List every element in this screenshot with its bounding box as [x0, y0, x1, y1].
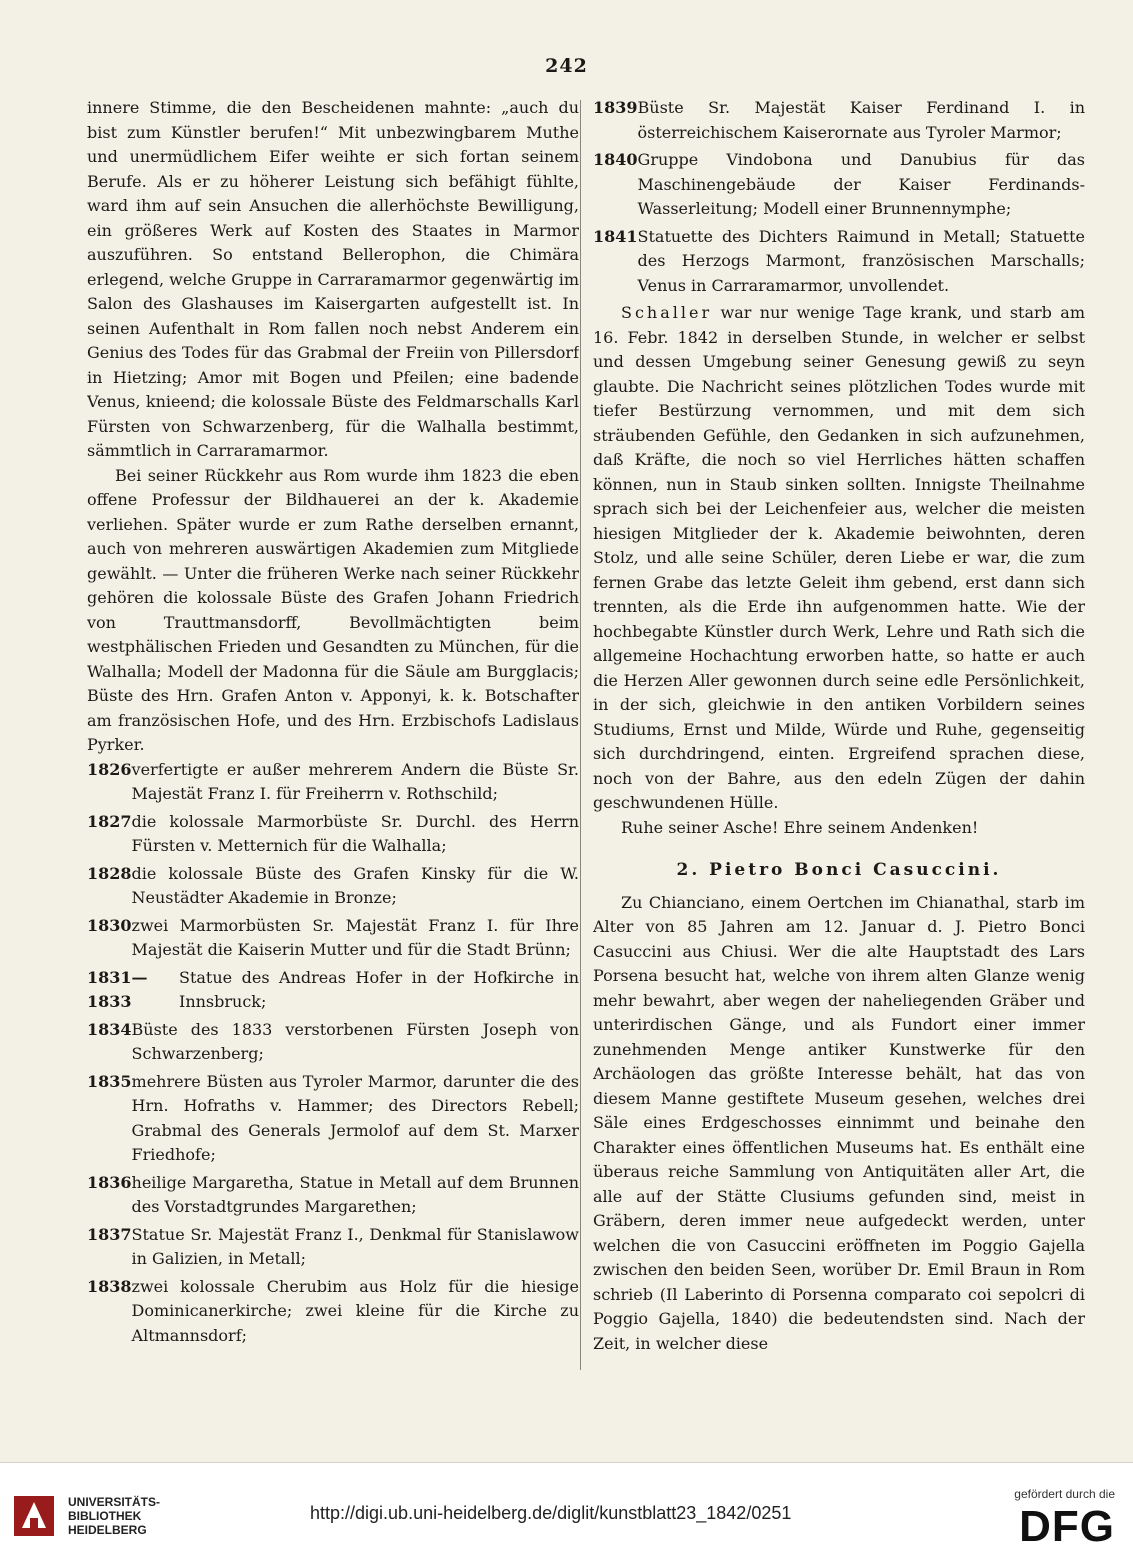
entry-text: die kolossale Büste des Grafen Kinsky für die W. Neustädter Akademie in Bronze; — [131, 863, 579, 907]
works-entry — [87, 862, 579, 911]
paragraph — [593, 301, 1085, 816]
paragraph: Zu Chianciano, einem Oertchen im Chianathal, starb im Alter von 85 Jahren am 12. Januar d. J. Pietro Bonci Casuccini aus Chiusi. Wer die alte Hauptstadt des Lars Porsena besucht hat, welche von ihrem alten Glanze wenig mehr bewahrt, aber wegen der naheliegenden Gräber und unterirdischen Gänge, und als Fundort einer immer zunehmenden Menge antiker Kunstwerke für den Archäologen das größte Interesse behält, hat das von diesem Manne gestiftete Museum gesehen, welches drei Säle eines Erdgeschosses einnimmt und beinahe den Charakter eines öffentlichen Museums hat. Es enthält eine überaus reiche Sammlung von Antiquitäten aller Art, die alle auf der Stätte Clusiums gefunden sind, meist in Gräbern, deren immer neue aufgedeckt werden, unter welchen die von Casuccini eröffneten im Poggio Gajella zwischen den beiden Seen, worüber Dr. Emil Braun in Rom schrieb (Il Laberinto di Porsenna comparato coi sepolcri di Poggio Gajella, 1840) die bedeutendsten sind. Nach der Zeit, in welcher diese — [593, 892, 1085, 1353]
permalink[interactable]: http://digi.ub.uni-heidelberg.de/diglit/kunstblatt23_1842/0251 — [310, 1503, 792, 1523]
works-entry — [593, 96, 1085, 145]
entry-year: 1840 — [593, 150, 638, 169]
entry-text: heilige Margaretha, Statue in Metall auf dem Brunnen des Vorstadtgrundes Margarethen; — [131, 1172, 579, 1216]
paragraph-text: war nur wenige Tage krank, und starb am 16. Febr. 1842 in derselben Stunde, in welcher er selbst und dessen Umgebung seiner Genesung gewiß zu seyn glaubte. Die Nachricht seines plötzlichen Todes wurde mit tiefer Bestürzung vernommen, und mit dem sich sträubenden Gefühle, den Gedanken in sich aufzunehmen, daß Kräfte, die noch so viel Herrliches hätten schaffen können, nun in Staub sinken sollten. Innigste Theilnahme sprach sich bei der Leichenfeier aus, welcher die meisten hiesigen Mitglieder der k. Akademie beiwohnten, deren Stolz, und alle seine Schüler, deren Liebe er war, die zum fernen Grabe das letzte Geleit ihm gebend, erst dann sich trennten, als die Erde ihn aufgenommen hatte. Wie der hochbegabte Künstler durch Werk, Lehre und Rath sich die allgemeine Hochachtung erworben hatte, so hatte er auch die Herzen Aller gewonnen durch seine edle Persönlichkeit, in der sich, gleichwie in den antiken Vorbildern seines Studiums, Ernst und Milde, Würde und Ruhe, gegenseitig sich durchdringend, einten. Ergreifend sprachen diese, noch von der Bahre, aus den edeln Zügen der dahin geschwundenen Hülle. — [593, 303, 1085, 812]
viewer-footer — [0, 1462, 1133, 1565]
person-name: Schaller — [621, 303, 713, 322]
entry-year: 1826 — [87, 759, 132, 779]
entry-text: Statue Sr. Majestät Franz I., Denkmal für Stanislawow in Galizien, in Metall; — [131, 1224, 579, 1268]
entry-text: Statue des Andreas Hofer in der Hofkirche in Innsbruck; — [179, 967, 579, 1011]
works-entry — [593, 225, 1085, 299]
works-entry — [87, 1275, 579, 1349]
entry-year: 1827 — [87, 811, 132, 831]
entry-year: 1841 — [593, 226, 638, 246]
works-entry — [87, 1070, 579, 1168]
page-number: 242 — [545, 55, 588, 77]
works-list — [87, 758, 579, 1349]
entry-text: Büste des 1833 verstorbenen Fürsten Joseph von Schwarzenberg; — [131, 1019, 579, 1063]
library-name: UNIVERSITÄTS- BIBLIOTHEK HEIDELBERG — [68, 1495, 161, 1537]
sponsor-label: gefördert durch die — [1014, 1487, 1115, 1501]
entry-year: 1837 — [87, 1224, 132, 1244]
entry-year: 1834 — [87, 1019, 132, 1039]
library-logo[interactable] — [12, 1485, 212, 1547]
entry-year: 1839 — [593, 98, 638, 117]
works-list — [593, 96, 1085, 298]
entry-text: Gruppe Vindobona und Danubius für das Maschinengebäude der Kaiser Ferdinands-Wasserleitung; Modell einer Brunnennymphe; — [637, 150, 1085, 218]
library-seal-icon — [12, 1494, 56, 1538]
closing-line: Ruhe seiner Asche! Ehre seinem Andenken! — [621, 817, 979, 837]
left-column — [87, 96, 579, 1381]
works-entry — [87, 966, 579, 1015]
entry-year: 1828 — [87, 863, 132, 883]
entry-year: 1836 — [87, 1172, 132, 1192]
entry-text: mehrere Büsten aus Tyroler Marmor, darunter die des Hrn. Hofraths v. Hammer; des Directors Rebell; Grabmal des Generals Jermolof auf dem St. Marxer Friedhofe; — [131, 1071, 579, 1164]
sponsor-logo[interactable] — [965, 1487, 1115, 1549]
section-heading: 2. Pietro Bonci Casuccini. — [676, 860, 1002, 880]
paragraph: innere Stimme, die den Bescheidenen mahnte: „auch du bist zum Künstler berufen!“ Mit unbezwingbarem Muthe und unermüdlichem Eifer weihte er sich fortan seinem Berufe. Als er zu höherer Leistung sich befähigt fühlte, ward ihm auf sein Ansuchen die allerhöchste Bewilligung, ein größeres Werk auf Kosten des Staates in Marmor auszuführen. So entstand Bellerophon, die Chimära erlegend, welche Gruppe in Carraramarmor gegenwärtig im Salon des Glashauses im Kaisergarten aufgestellt ist. In seinen Aufenthalt in Rom fallen noch nebst Anderem ein Genius des Todes für das Grabmal der Freiin von Pillersdorf in Hietzing; Amor mit Bogen und Pfeilen; eine badende Venus, knieend; die kolossale Büste des Feldmarschalls Karl Fürsten von Schwarzenberg, für die Walhalla bestimmt, sämmtlich in Carraramarmor. — [87, 98, 579, 460]
entry-year: 1831—1833 — [87, 967, 148, 1011]
works-entry — [87, 810, 579, 859]
entry-year: 1835 — [87, 1071, 132, 1091]
paragraph: Bei seiner Rückkehr aus Rom wurde ihm 1823 die eben offene Professur der Bildhauerei an der k. Akademie verliehen. Später wurde er zum Rathe derselben ernannt, auch von mehreren auswärtigen Akademien zum Mitgliede gewählt. — Unter die früheren Werke nach seiner Rückkehr gehören die kolossale Büste des Grafen Johann Friedrich von Trauttmansdorff, Bevollmächtigten beim westphälischen Frieden und Gesandten zu München, für die Walhalla; Modell der Madonna für die Säule am Burgglacis; Büste des Hrn. Grafen Anton v. Apponyi, k. k. Botschafter am französischen Hofe, und des Hrn. Erzbischofs Ladislaus Pyrker. — [87, 465, 579, 754]
works-entry — [87, 1171, 579, 1220]
entry-year: 1830 — [87, 915, 132, 935]
right-column — [593, 96, 1085, 1381]
works-entry — [87, 758, 579, 807]
works-entry — [593, 148, 1085, 222]
entry-text: die kolossale Marmorbüste Sr. Durchl. des Herrn Fürsten v. Metternich für die Walhalla; — [131, 811, 579, 855]
works-entry — [87, 914, 579, 963]
column-divider — [580, 100, 581, 1370]
works-entry — [87, 1018, 579, 1067]
entry-text: Büste Sr. Majestät Kaiser Ferdinand I. in österreichischem Kaiserornate aus Tyroler Marmor; — [637, 98, 1085, 142]
entry-text: zwei Marmorbüsten Sr. Majestät Franz I. für Ihre Majestät die Kaiserin Mutter und für die Stadt Brünn; — [131, 915, 579, 959]
entry-text: verfertigte er außer mehrerem Andern die Büste Sr. Majestät Franz I. für Freiherrn v. Rothschild; — [131, 759, 579, 803]
dfg-logo: DFG — [1019, 1502, 1115, 1551]
entry-text: Statuette des Dichters Raimund in Metall; Statuette des Herzogs Marmont, französischen Marschalls; Venus in Carraramarmor, unvollendet. — [637, 226, 1085, 295]
entry-text: zwei kolossale Cherubim aus Holz für die hiesige Dominicanerkirche; zwei kleine für die Kirche zu Altmannsdorf; — [131, 1276, 579, 1345]
works-entry — [87, 1223, 579, 1272]
entry-year: 1838 — [87, 1276, 132, 1296]
